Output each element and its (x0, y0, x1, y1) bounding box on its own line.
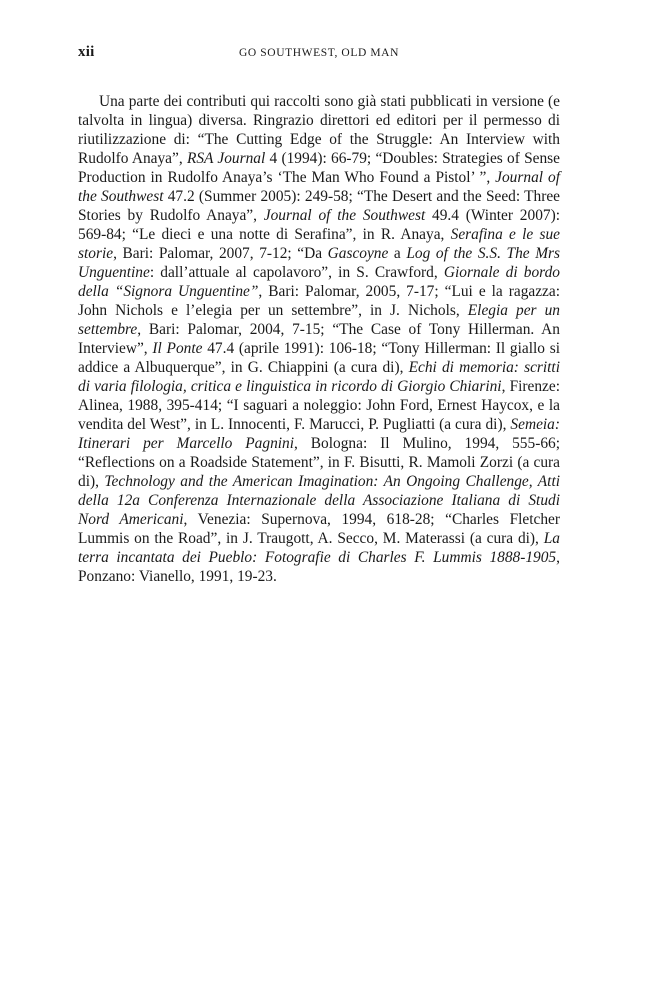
italic-title-run: Elegia per un settembre (78, 302, 560, 338)
text-run: 47.2 (Summer 2005): 249-58; “The Desert and the Seed: Three Stories by Rudolfo Anaya”, (78, 188, 561, 224)
running-head: GO SOUTHWEST, OLD MAN (239, 47, 399, 59)
italic-title-run: Giornale di bordo della “Signora Unguentine” (78, 264, 560, 300)
text-run: 4 (1994): 66-79; “Doubles: Strategies of Sense Production in Rudolfo Anaya’s ‘The Man Who Found a Pistol’ ”, (78, 150, 560, 186)
text-run: , Bari: Palomar, 2004, 7-15; “The Case of Tony Hillerman. An Interview”, (78, 321, 560, 357)
italic-title-run: Log of the S.S. The Mrs Unguentine (78, 245, 560, 281)
italic-title-run: Il Ponte (152, 340, 203, 357)
italic-title-run: Serafina e le sue storie (78, 226, 560, 262)
text-run: Una parte dei contributi qui raccolti sono già stati pubblicati in versione (e talvolta in lingua) diversa. Ringrazio direttori ed editori per il permesso di riutilizzazione di: “The Cutting Edge of the Struggle: An Interview with Rudolfo Anaya”, (78, 93, 560, 167)
text-run: , Bari: Palomar, 2005, 7-17; “Lui e la ragazza: John Nichols e l’elegia per un settembre”, in J. Nichols, (78, 283, 560, 319)
italic-title-run: Journal of the Southwest (263, 207, 426, 224)
text-run: : dall’attuale al capolavoro”, in S. Crawford, (149, 264, 444, 281)
italic-title-run: Gascoyne (327, 245, 389, 262)
italic-title-run: Journal of the Southwest (78, 169, 560, 205)
text-run: , Venezia: Supernova, 1994, 618-28; “Charles Fletcher Lummis on the Road”, in J. Traugott, A. Secco, M. Materassi (a cura di), (78, 511, 560, 547)
text-run: , Bari: Palomar, 2007, 7-12; “Da (113, 245, 328, 262)
page-number: xii (78, 44, 95, 60)
italic-title-run: Technology and the American Imagination: An Ongoing Challenge, Atti della 12a Conferenza Internazionale della Associazione Italiana di Studi Nord Americani (78, 473, 560, 528)
text-run: 49.4 (Winter 2007): 569-84; “Le dieci e una notte di Serafina”, in R. Anaya, (78, 207, 560, 243)
italic-title-run: Semeia: Itinerari per Marcello Pagnini (78, 416, 560, 452)
page-header (78, 44, 560, 64)
italic-title-run: La terra incantata dei Pueblo: Fotografie di Charles F. Lummis 1888-1905 (78, 530, 560, 566)
italic-title-run: RSA Journal (186, 150, 266, 167)
text-run: , Firenze: Alinea, 1988, 395-414; “I saguari a noleggio: John Ford, Ernest Haycox, e la vendita del West”, in L. Innocenti, F. Marucci, P. Pugliatti (a cura di), (78, 378, 560, 433)
text-run: a (388, 245, 407, 262)
text-run: , Bologna: Il Mulino, 1994, 555-66; “Reflections on a Roadside Statement”, in F. Bisutti, R. Mamoli Zorzi (a cura di), (78, 435, 560, 490)
italic-title-run: Echi di memoria: scritti di varia filologia, critica e linguistica in ricordo di Giorgio Chiarini (78, 359, 560, 395)
text-run: 47.4 (aprile 1991): 106-18; “Tony Hillerman: Il giallo si addice a Albuquerque”, in G. Chiappini (a cura di), (78, 340, 561, 376)
text-run: , Ponzano: Vianello, 1991, 19-23. (78, 549, 560, 585)
acknowledgements-paragraph (78, 92, 560, 586)
